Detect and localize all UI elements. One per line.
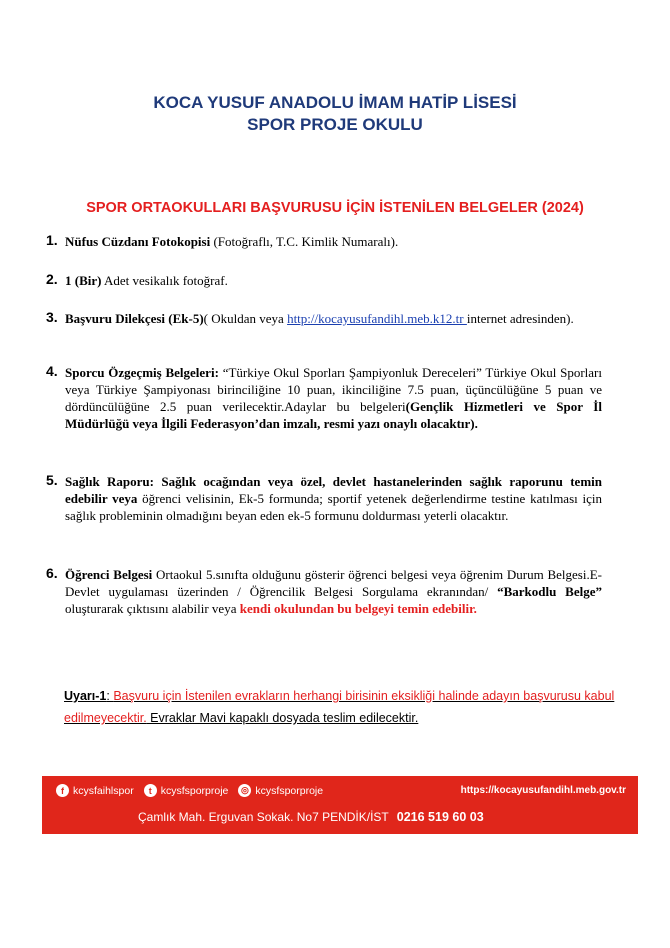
instagram-icon: ◎ — [238, 784, 251, 797]
item-bold-note: (Gençlik Hizmetleri ve Spor İl Müdürlüğü veya İlgili Federasyon’dan imzalı, resmi yazı onaylı olacaktır). — [65, 399, 602, 431]
item-number: 1. — [46, 232, 58, 248]
school-subtitle: SPOR PROJE OKULU — [247, 115, 423, 134]
item-title: 1 (Bir) — [65, 273, 102, 288]
facebook-icon: f — [56, 784, 69, 797]
social-row — [56, 784, 626, 797]
school-header — [0, 92, 670, 136]
item-text: oluşturarak çıktısını alabilir veya — [65, 601, 240, 616]
twitter-icon: t — [144, 784, 157, 797]
item-number: 4. — [46, 363, 58, 379]
item-number: 6. — [46, 565, 58, 581]
list-item — [46, 233, 602, 250]
warning-colon: : — [106, 689, 114, 703]
item-title: Nüfus Cüzdanı Fotokopisi — [65, 234, 211, 249]
footer-contact — [138, 810, 484, 824]
footer-address: Çamlık Mah. Erguvan Sokak. No7 PENDİK/İST — [138, 810, 389, 824]
social-handle: kcysfsporproje — [255, 784, 324, 797]
school-website-link[interactable]: http://kocayusufandihl.meb.k12.tr — [287, 311, 467, 326]
document-title: SPOR ORTAOKULLARI BAŞVURUSU İÇİN İSTENİLEN BELGELER (2024) — [86, 200, 584, 216]
item-text: ( Okuldan veya — [203, 311, 288, 326]
item-number: 5. — [46, 472, 58, 488]
list-item — [46, 310, 602, 327]
list-item — [46, 272, 602, 289]
social-twitter[interactable] — [144, 784, 229, 797]
item-number: 3. — [46, 309, 58, 325]
item-title: Başvuru Dilekçesi (Ek-5) — [65, 311, 204, 326]
item-red-note: kendi okulundan bu belgeyi temin edebilir. — [239, 601, 477, 616]
school-name: KOCA YUSUF ANADOLU İMAM HATİP LİSESİ — [153, 93, 517, 112]
warning-text: Evraklar Mavi kapaklı dosyada teslim edilecektir. — [146, 711, 419, 725]
footer-phone: 0216 519 60 03 — [396, 810, 484, 824]
footer-website-link[interactable]: https://kocayusufandihl.meb.gov.tr — [460, 785, 626, 796]
warning-red-text: Başvuru için İstenilen evrakların herhangi birisinin eksikliği halinde adayın başvurusu kabul edilmeyecektir. — [64, 689, 615, 725]
social-handle: kcysfsporproje — [160, 784, 229, 797]
warning-note — [64, 685, 624, 729]
item-text: Ortaokul 5.sınıfta olduğunu gösterir öğrenci belgesi veya öğrenim Durum Belgesi.E-Devlet uygulaması üzerinden / Öğrencilik Belgesi Sorgulama ekranından/ — [65, 567, 602, 599]
list-item — [46, 566, 602, 617]
footer-banner — [42, 776, 638, 834]
item-title: Sağlık Raporu: Sağlık ocağından veya özel, devlet hastanelerinden sağlık raporunu temin edebilir veya — [65, 474, 602, 506]
item-text: (Fotoğraflı, T.C. Kimlik Numaralı). — [210, 234, 399, 249]
item-text: internet adresinden). — [466, 311, 574, 326]
item-text: “Türkiye Okul Sporları Şampiyonluk Dereceleri” Türkiye Okul Sporları veya Türkiye Şampiyonası birinciliğine 10 puan, ikinciliğine 7.5 puan, üçüncülüğüne 5 puan ve dördüncülüğüne 2.5 puan verilecektir.Adaylar bu belgeleri — [65, 365, 602, 414]
item-title: Sporcu Özgeçmiş Belgeleri: — [65, 365, 219, 380]
social-handle: kcysfaihlspor — [73, 784, 134, 797]
item-text: Adet vesikalık fotoğraf. — [101, 273, 228, 288]
social-facebook[interactable] — [56, 784, 134, 797]
social-instagram[interactable] — [238, 784, 323, 797]
list-item — [46, 473, 602, 524]
item-title: Öğrenci Belgesi — [65, 567, 153, 582]
item-number: 2. — [46, 271, 58, 287]
list-item — [46, 364, 602, 432]
warning-label: Uyarı-1 — [64, 689, 107, 703]
item-text: öğrenci velisinin, Ek-5 formunda; sportif yetenek değerlendirme testine katılması için sağlık probleminin olmadığını beyan eden ek-5 formunu doldurması yeterli olacaktır. — [65, 491, 603, 523]
item-bold-note: “Barkodlu Belge” — [497, 584, 602, 599]
